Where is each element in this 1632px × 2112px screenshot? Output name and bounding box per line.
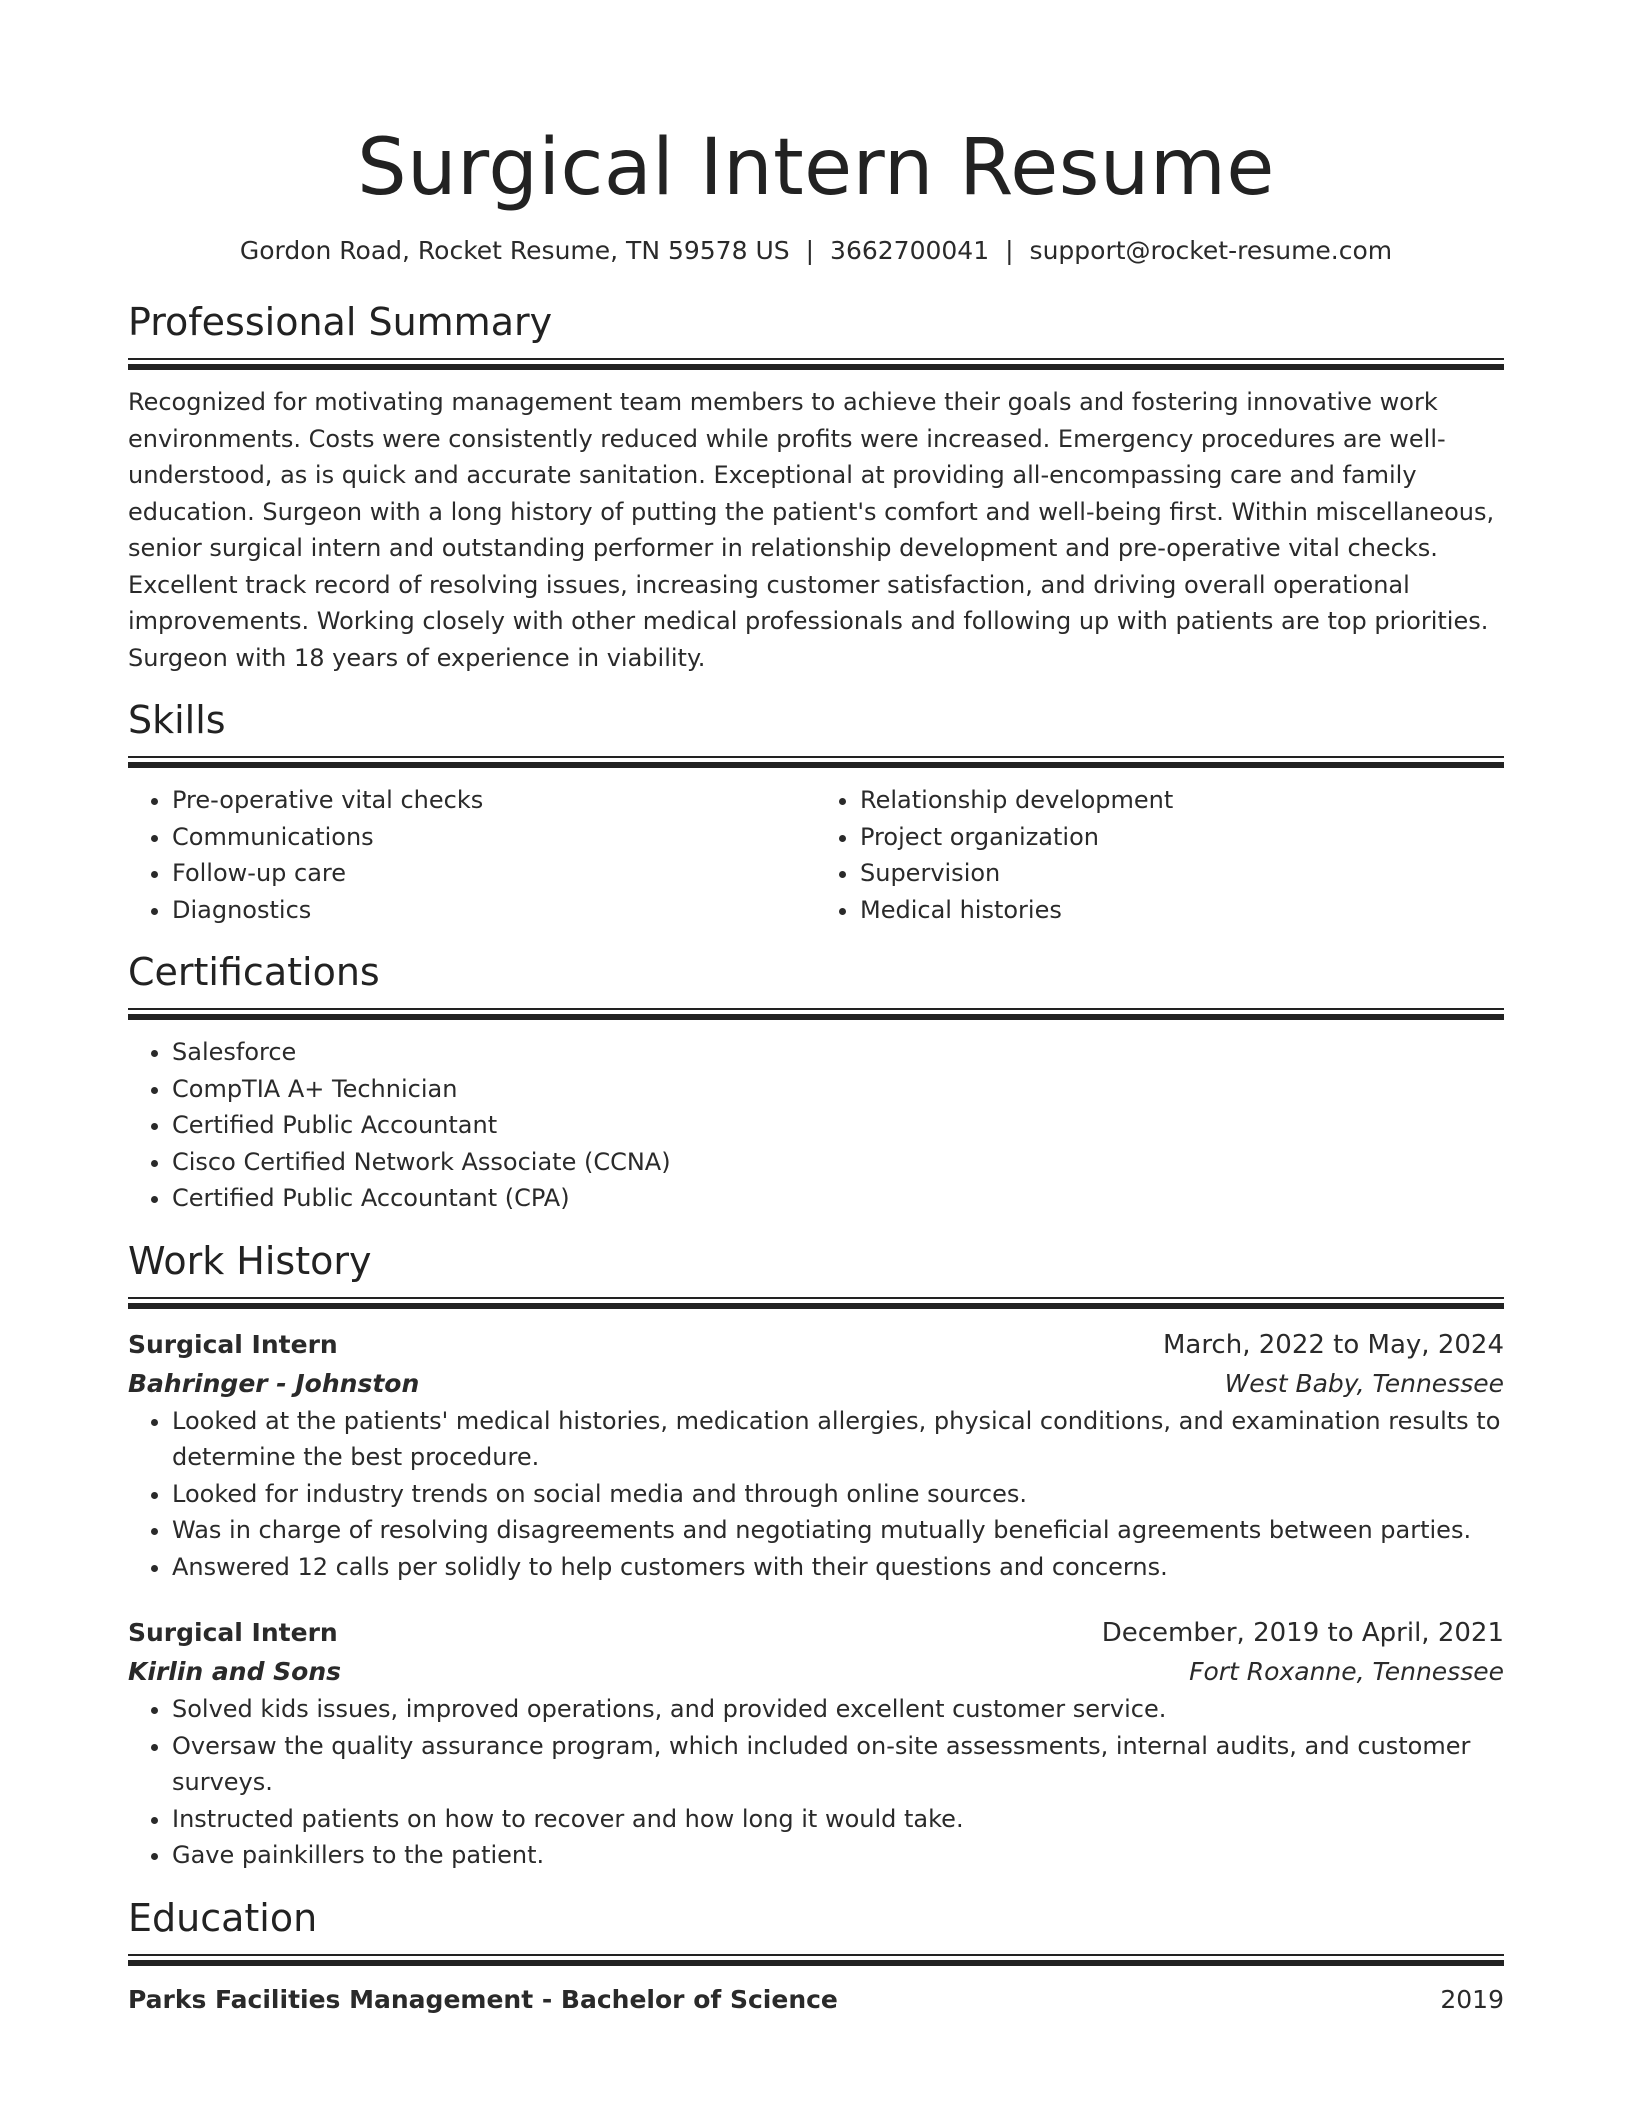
skill-item: • Project organization — [860, 819, 1504, 856]
contact-phone: 3662700041 — [830, 236, 990, 265]
job-company: Kirlin and Sons — [128, 1657, 342, 1686]
contact-address: Gordon Road, Rocket Resume, TN 59578 US — [239, 236, 790, 265]
skill-item: • Follow-up care — [172, 855, 816, 892]
work-history-heading: Work History — [128, 1238, 372, 1283]
skill-item: • Relationship development — [860, 782, 1504, 819]
job-bullet: • Oversaw the quality assurance program, which included on-site assessments, internal audits, and customer surveys. — [172, 1728, 1504, 1801]
education-heading: Education — [128, 1895, 318, 1940]
skills-grid — [128, 782, 1504, 928]
skills-right-list — [816, 782, 1504, 928]
certifications-heading: Certifications — [128, 950, 380, 994]
skills-heading: Skills — [128, 698, 226, 742]
education-year: 2019 — [1440, 1984, 1504, 2014]
job-title: Surgical Intern — [128, 1329, 338, 1359]
job-bullet: • Instructed patients on how to recover and how long it would take. — [172, 1801, 1504, 1838]
job-location: Fort Roxanne, Tennessee — [1189, 1657, 1504, 1686]
job-title: Surgical Intern — [128, 1618, 338, 1647]
job-bullet: • Looked for industry trends on social media and through online sources. — [172, 1476, 1504, 1513]
job-bullets — [128, 1403, 1504, 1586]
job-location: West Baby, Tennessee — [1224, 1368, 1504, 1398]
contact-email: support@rocket-resume.com — [1029, 236, 1393, 265]
job-company: Bahringer - Johnston — [128, 1368, 420, 1398]
skill-item: • Pre-operative vital checks — [172, 782, 816, 819]
job-dates: December, 2019 to April, 2021 — [1101, 1618, 1504, 1648]
skill-item: • Communications — [172, 819, 816, 856]
skills-section — [128, 696, 1504, 928]
job-bullet: • Was in charge of resolving disagreements and negotiating mutually beneficial agreements between parties. — [172, 1512, 1504, 1549]
skills-left-list — [128, 782, 816, 928]
resume-title: Surgical Intern Resume — [357, 123, 1275, 213]
resume-page — [128, 0, 1504, 2018]
certification-item: • Certified Public Accountant (CPA) — [172, 1180, 1504, 1217]
section-divider — [128, 358, 1504, 370]
certification-item: • Salesforce — [172, 1034, 1504, 1071]
education-section — [128, 1894, 1504, 2018]
job-entry — [128, 1325, 1504, 1586]
job-dates: March, 2022 to May, 2024 — [1162, 1329, 1504, 1360]
skill-item: • Medical histories — [860, 892, 1504, 929]
job-bullets — [128, 1691, 1504, 1874]
contact-separator: | — [805, 236, 815, 265]
skill-item: • Diagnostics — [172, 892, 816, 929]
certification-item: • Certified Public Accountant — [172, 1107, 1504, 1144]
certification-item: • Cisco Certified Network Associate (CCNA) — [172, 1144, 1504, 1181]
contact-line — [128, 234, 1504, 268]
work-history-section — [128, 1237, 1504, 1874]
section-divider — [128, 1297, 1504, 1309]
job-bullet: • Looked at the patients' medical histories, medication allergies, physical conditions, and examination results to determine the best procedure. — [172, 1403, 1504, 1476]
section-divider — [128, 1008, 1504, 1020]
job-bullet: • Answered 12 calls per solidly to help customers with their questions and concerns. — [172, 1549, 1504, 1586]
education-school: Parks Facilities Management - Bachelor of Science — [128, 1984, 838, 2014]
contact-separator: | — [1005, 236, 1014, 265]
certification-item: • CompTIA A+ Technician — [172, 1071, 1504, 1108]
skill-item: • Supervision — [860, 855, 1504, 892]
certifications-list — [128, 1034, 1504, 1217]
job-bullet: • Solved kids issues, improved operations, and provided excellent customer service. — [172, 1691, 1504, 1728]
section-divider — [128, 1954, 1504, 1966]
summary-section — [128, 298, 1504, 676]
job-entry — [128, 1613, 1504, 1874]
section-divider — [128, 756, 1504, 768]
summary-text: Recognized for motivating management team members to achieve their goals and fostering innovative work environments. Costs were consistently reduced while profits were increased. Emergency procedures are well-understood, as is quick and accurate sanitation. Exceptional at providing all-encompassing care and family education. Surgeon with a long history of putting the patient's comfort and well-being first. Within miscellaneous, senior surgical intern and outstanding performer in relationship development and pre-operative vital checks. Excellent track record of resolving issues, increasing customer satisfaction, and driving overall operational improvements. Working closely with other medical professionals and following up with patients are top priorities. Surgeon with 18 years of experience in viability. — [128, 388, 1495, 672]
certifications-section — [128, 948, 1504, 1217]
education-entry — [128, 1982, 1504, 2018]
job-bullet: • Gave painkillers to the patient. — [172, 1837, 1504, 1874]
summary-heading: Professional Summary — [128, 300, 553, 344]
